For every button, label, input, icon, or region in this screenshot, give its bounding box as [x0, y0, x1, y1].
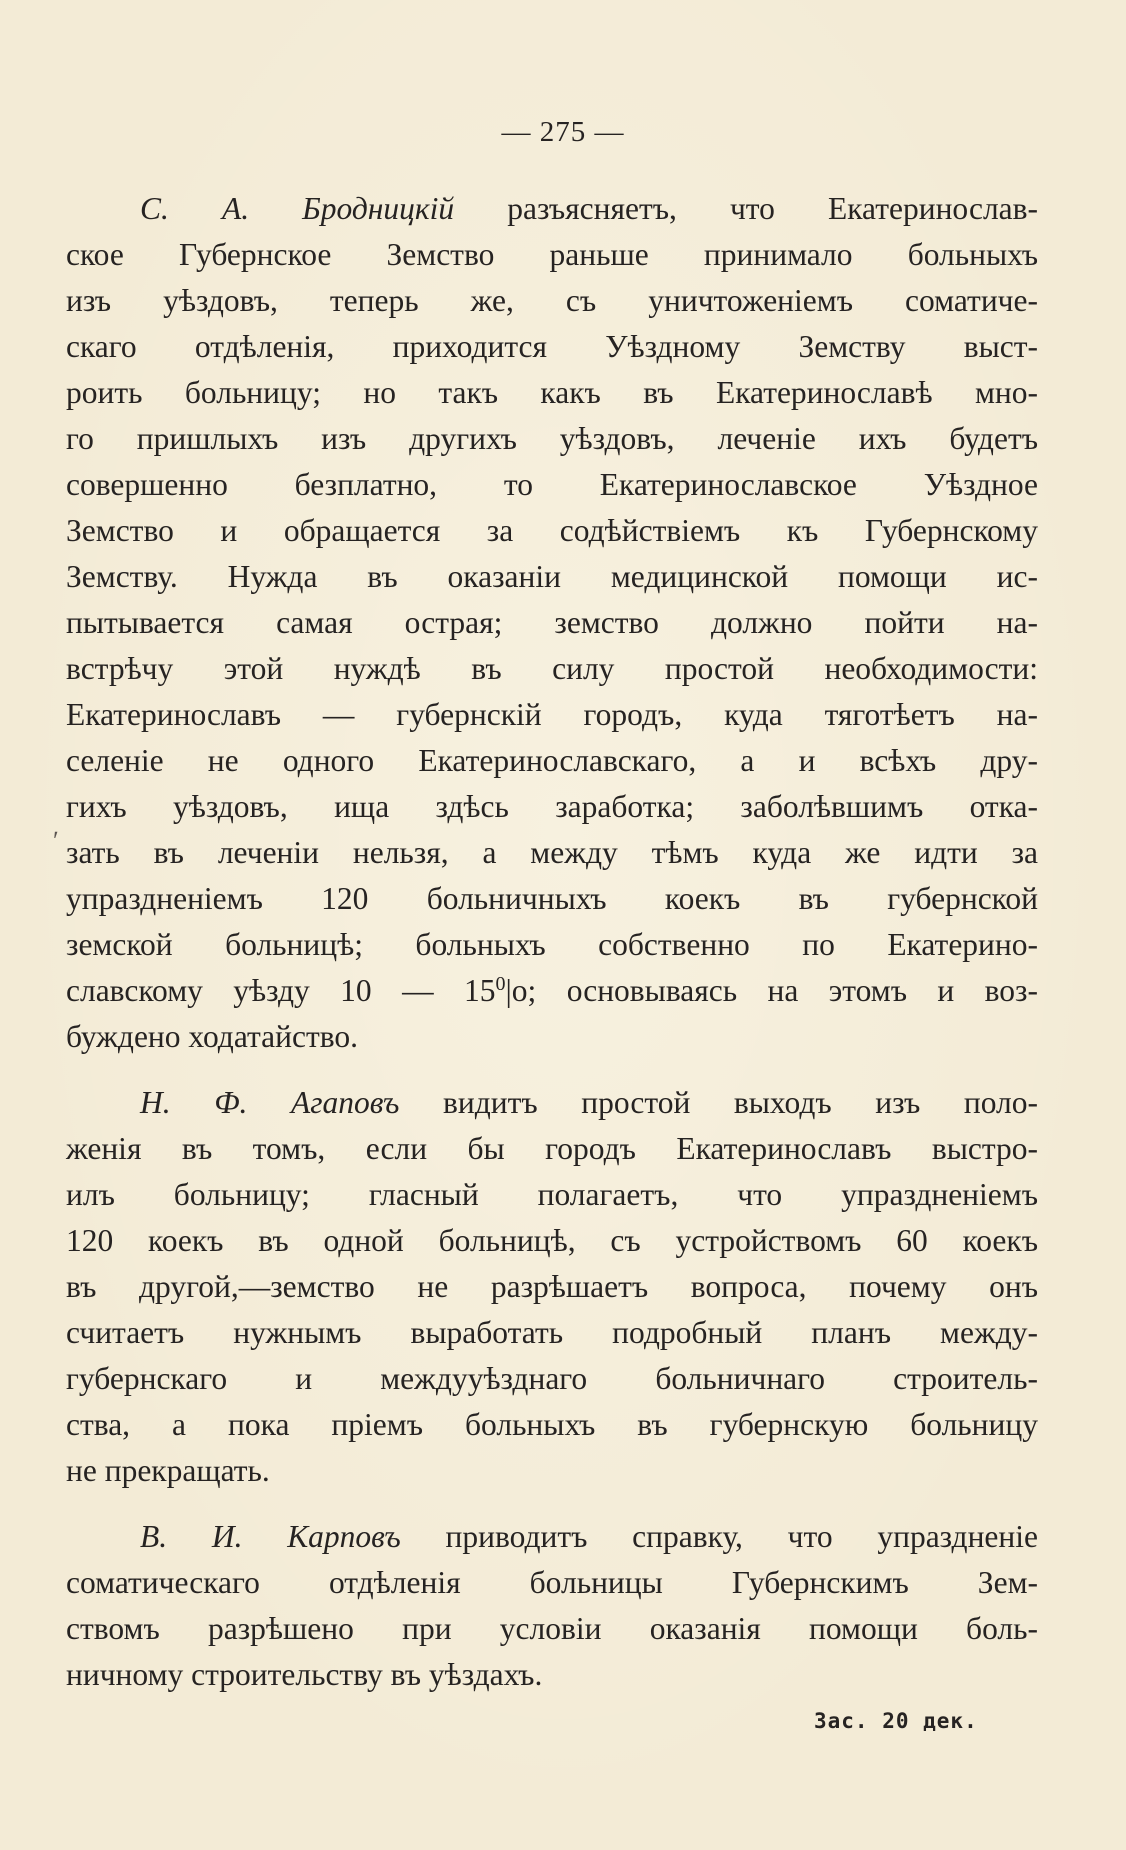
paragraph-line: ствомъ разрѣшено при условіи оказанія помощи боль-: [66, 1611, 1038, 1646]
line-text: приводитъ справку, что упраздненіе: [445, 1519, 1038, 1554]
paragraph-line: Земству. Нужда въ оказаніи медицинской помощи ис-: [66, 559, 1038, 594]
paragraph-line: пытывается самая острая; земство должно пойти на-: [66, 605, 1038, 640]
paragraph-line: изъ уѣздовъ, теперь же, съ уничтоженіемъ соматиче-: [66, 283, 1038, 318]
paragraph-line: считаетъ нужнымъ выработать подробный планъ между-: [66, 1315, 1038, 1350]
paragraph-line: [66, 1514, 1038, 1560]
paragraph-line: губернскаго и междууѣзднаго больничнаго строитель-: [66, 1361, 1038, 1396]
line-text: разъясняетъ, что Екатеринослав-: [507, 191, 1039, 226]
paragraph-line: го пришлыхъ изъ другихъ уѣздовъ, леченіе ихъ будетъ: [66, 421, 1038, 456]
paragraph-karpov: [66, 1514, 1038, 1698]
paragraph-line: [66, 968, 1038, 1014]
line-text: |о; основываясь на этомъ и воз-: [505, 973, 1038, 1008]
speaker-name: В. И. Карповъ: [140, 1519, 401, 1554]
paragraph-line: въ другой,—земство не разрѣшаетъ вопроса, почему онъ: [66, 1269, 1038, 1304]
paragraph-line: буждено ходатайство.: [66, 1019, 359, 1054]
line-text: видитъ простой выходъ изъ поло-: [442, 1085, 1039, 1120]
paragraph-line: ское Губернское Земство раньше принимало больныхъ: [66, 237, 1038, 272]
superscript-mark: 0: [495, 973, 506, 995]
paragraph-line: соматическаго отдѣленія больницы Губернскимъ Зем-: [66, 1565, 1038, 1600]
line-text: славскому уѣзду 10 — 15: [66, 973, 496, 1008]
paragraph-line: Екатеринославъ — губернскій городъ, куда тяготѣетъ на-: [66, 697, 1038, 732]
paragraph-agapov: [66, 1080, 1038, 1494]
paragraph-line: совершенно безплатно, то Екатеринославское Уѣздное: [66, 467, 1038, 502]
margin-mark: ʹ: [53, 826, 59, 855]
paragraph-line: роить больницу; но такъ какъ въ Екатеринославѣ мно-: [66, 375, 1038, 410]
paragraph-line: женія въ томъ, если бы городъ Екатеринославъ выстро-: [66, 1131, 1038, 1166]
paragraph-line: скаго отдѣленія, приходится Уѣздному Земству выст-: [66, 329, 1038, 364]
paragraph-line: не прекращать.: [66, 1453, 270, 1488]
page-number: — 275 —: [501, 116, 625, 148]
paragraph-line: зать въ леченіи нельзя, а между тѣмъ куда же идти за: [66, 835, 1038, 870]
paragraph-line: ничному строительству въ уѣздахъ.: [66, 1657, 543, 1692]
session-footnote: Зас. 20 дек.: [814, 1709, 978, 1733]
paragraph-line: [66, 186, 1038, 232]
paragraph-line: селеніе не одного Екатеринославскаго, а и всѣхъ дру-: [66, 743, 1038, 778]
paragraph-line: встрѣчу этой нуждѣ въ силу простой необходимости:: [66, 651, 1038, 686]
speaker-name: Н. Ф. Агаповъ: [140, 1085, 400, 1120]
speaker-name: С. А. Бродницкій: [140, 191, 455, 226]
paragraph-line: упраздненіемъ 120 больничныхъ коекъ въ губернской: [66, 881, 1038, 916]
paragraph-line: Земство и обращается за содѣйствіемъ къ Губернскому: [66, 513, 1038, 548]
paragraph-line: [66, 1080, 1038, 1126]
paragraph-line: илъ больницу; гласный полагаетъ, что упраздненіемъ: [66, 1177, 1038, 1212]
body-text: [66, 186, 1038, 1698]
paragraph-line: 120 коекъ въ одной больницѣ, съ устройствомъ 60 коекъ: [66, 1223, 1038, 1258]
paragraph-line: гихъ уѣздовъ, ища здѣсь заработка; заболѣвшимъ отка-: [66, 789, 1038, 824]
paragraph-brodnitsky: [66, 186, 1038, 1060]
paragraph-line: ства, а пока пріемъ больныхъ въ губернскую больницу: [66, 1407, 1038, 1442]
paragraph-line: земской больницѣ; больныхъ собственно по Екатерино-: [66, 927, 1038, 962]
